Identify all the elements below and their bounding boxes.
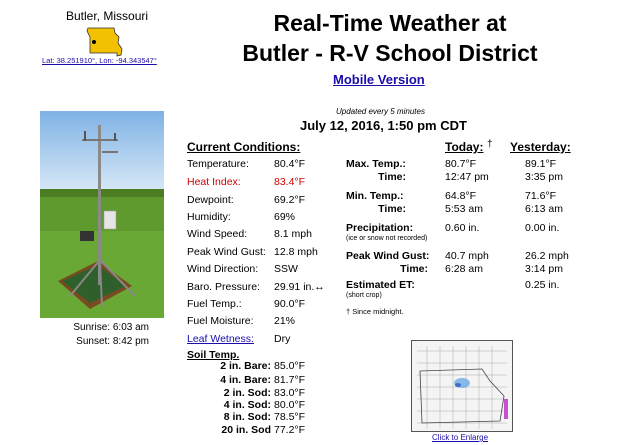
- dewpoint-value: 69.2°F: [274, 194, 306, 206]
- current-conditions-heading: Current Conditions:: [187, 140, 301, 154]
- heat-index-value: 83.4°F: [274, 176, 306, 188]
- today-dagger: †: [487, 139, 493, 150]
- gust-time-label: Time:: [400, 263, 428, 275]
- precipitation-label: Precipitation:: [346, 222, 414, 234]
- min-temp-label: Min. Temp.:: [346, 190, 404, 202]
- mobile-version-link[interactable]: Mobile Version: [333, 72, 425, 87]
- soil-2in-sod-label: 2 in. Sod:: [223, 387, 271, 399]
- peak-gust-today: 40.7 mph: [445, 250, 489, 262]
- soil-4in-bare-label: 4 in. Bare:: [220, 374, 271, 386]
- location-title: Butler, Missouri: [66, 9, 149, 23]
- wind-direction-label: Wind Direction:: [187, 263, 259, 275]
- since-midnight-note: † Since midnight.: [346, 307, 404, 316]
- precipitation-today: 0.60 in.: [445, 222, 480, 234]
- sunrise-time: Sunrise: 6:03 am: [73, 322, 149, 333]
- leaf-wetness-link[interactable]: Leaf Wetness:: [187, 333, 254, 345]
- fuel-temp-value: 90.0°F: [274, 298, 306, 310]
- soil-20in-sod-label: 20 in. Sod: [221, 424, 271, 436]
- max-temp-label: Max. Temp.:: [346, 158, 406, 170]
- estimated-et-note: (short crop): [346, 292, 382, 299]
- soil-2in-bare-label: 2 in. Bare:: [220, 360, 271, 372]
- leaf-wetness-value: Dry: [274, 333, 291, 345]
- title-line-2: Butler - R-V School District: [242, 40, 538, 66]
- soil-2in-bare-value: 85.0°F: [274, 360, 306, 372]
- wind-speed-label: Wind Speed:: [187, 228, 248, 240]
- max-time-yesterday: 3:35 pm: [525, 171, 563, 183]
- peak-wind-gust-label: Peak Wind Gust:: [187, 246, 266, 258]
- soil-2in-sod-value: 83.0°F: [274, 387, 306, 399]
- min-time-today: 5:53 am: [445, 203, 483, 215]
- wind-speed-value: 8.1 mph: [274, 228, 312, 240]
- radar-map-thumbnail[interactable]: [411, 340, 513, 432]
- gust-time-yesterday: 3:14 pm: [525, 263, 563, 275]
- click-to-enlarge-link[interactable]: Click to Enlarge: [432, 433, 489, 442]
- fuel-moisture-value: 21%: [274, 315, 296, 327]
- weather-station-photo: [40, 111, 164, 318]
- temperature-label: Temperature:: [187, 158, 249, 170]
- estimated-et-label: Estimated ET:: [346, 279, 415, 291]
- min-temp-yesterday: 71.6°F: [525, 190, 557, 202]
- soil-temp-heading: Soil Temp.: [187, 349, 240, 361]
- max-temp-today: 80.7°F: [445, 158, 477, 170]
- soil-8in-sod-value: 78.5°F: [274, 411, 306, 423]
- wind-direction-value: SSW: [274, 263, 298, 275]
- today-heading: Today:: [445, 140, 484, 154]
- baro-pressure-label: Baro. Pressure:: [187, 281, 260, 293]
- yesterday-heading: Yesterday:: [510, 140, 571, 154]
- humidity-value: 69%: [274, 211, 296, 223]
- baro-pressure-value: 29.91 in.↔: [274, 281, 325, 293]
- peak-wind-gust-value: 12.8 mph: [274, 246, 318, 258]
- estimated-et-yesterday: 0.25 in.: [525, 279, 560, 291]
- min-temp-today: 64.8°F: [445, 190, 477, 202]
- heat-index-label: Heat Index:: [187, 176, 241, 188]
- min-time-label: Time:: [378, 203, 406, 215]
- precipitation-note: (ice or snow not recorded): [346, 235, 428, 242]
- soil-8in-sod-label: 8 in. Sod:: [223, 411, 271, 423]
- max-time-today: 12:47 pm: [445, 171, 489, 183]
- fuel-moisture-label: Fuel Moisture:: [187, 315, 254, 327]
- missouri-map-icon: [84, 25, 128, 59]
- update-frequency: Updated every 5 minutes: [336, 107, 425, 116]
- humidity-label: Humidity:: [187, 211, 231, 223]
- soil-4in-sod-label: 4 in. Sod:: [223, 399, 271, 411]
- lat-lon-link[interactable]: Lat: 38.251910°, Lon: -94.343547°: [42, 56, 157, 65]
- peak-gust-yesterday: 26.2 mph: [525, 250, 569, 262]
- peak-gust-label: Peak Wind Gust:: [346, 250, 430, 262]
- title-line-1: Real-Time Weather at: [273, 10, 507, 36]
- temperature-value: 80.4°F: [274, 158, 306, 170]
- fuel-temp-label: Fuel Temp.:: [187, 298, 242, 310]
- dewpoint-label: Dewpoint:: [187, 194, 234, 206]
- soil-4in-sod-value: 80.0°F: [274, 399, 306, 411]
- soil-20in-sod-value: 77.2°F: [274, 424, 306, 436]
- current-datetime: July 12, 2016, 1:50 pm CDT: [300, 118, 467, 133]
- max-temp-yesterday: 89.1°F: [525, 158, 557, 170]
- soil-4in-bare-value: 81.7°F: [274, 374, 306, 386]
- gust-time-today: 6:28 am: [445, 263, 483, 275]
- page-title: [200, 8, 580, 68]
- precipitation-yesterday: 0.00 in.: [525, 222, 560, 234]
- max-time-label: Time:: [378, 171, 406, 183]
- sunset-time: Sunset: 8:42 pm: [76, 336, 149, 347]
- min-time-yesterday: 6:13 am: [525, 203, 563, 215]
